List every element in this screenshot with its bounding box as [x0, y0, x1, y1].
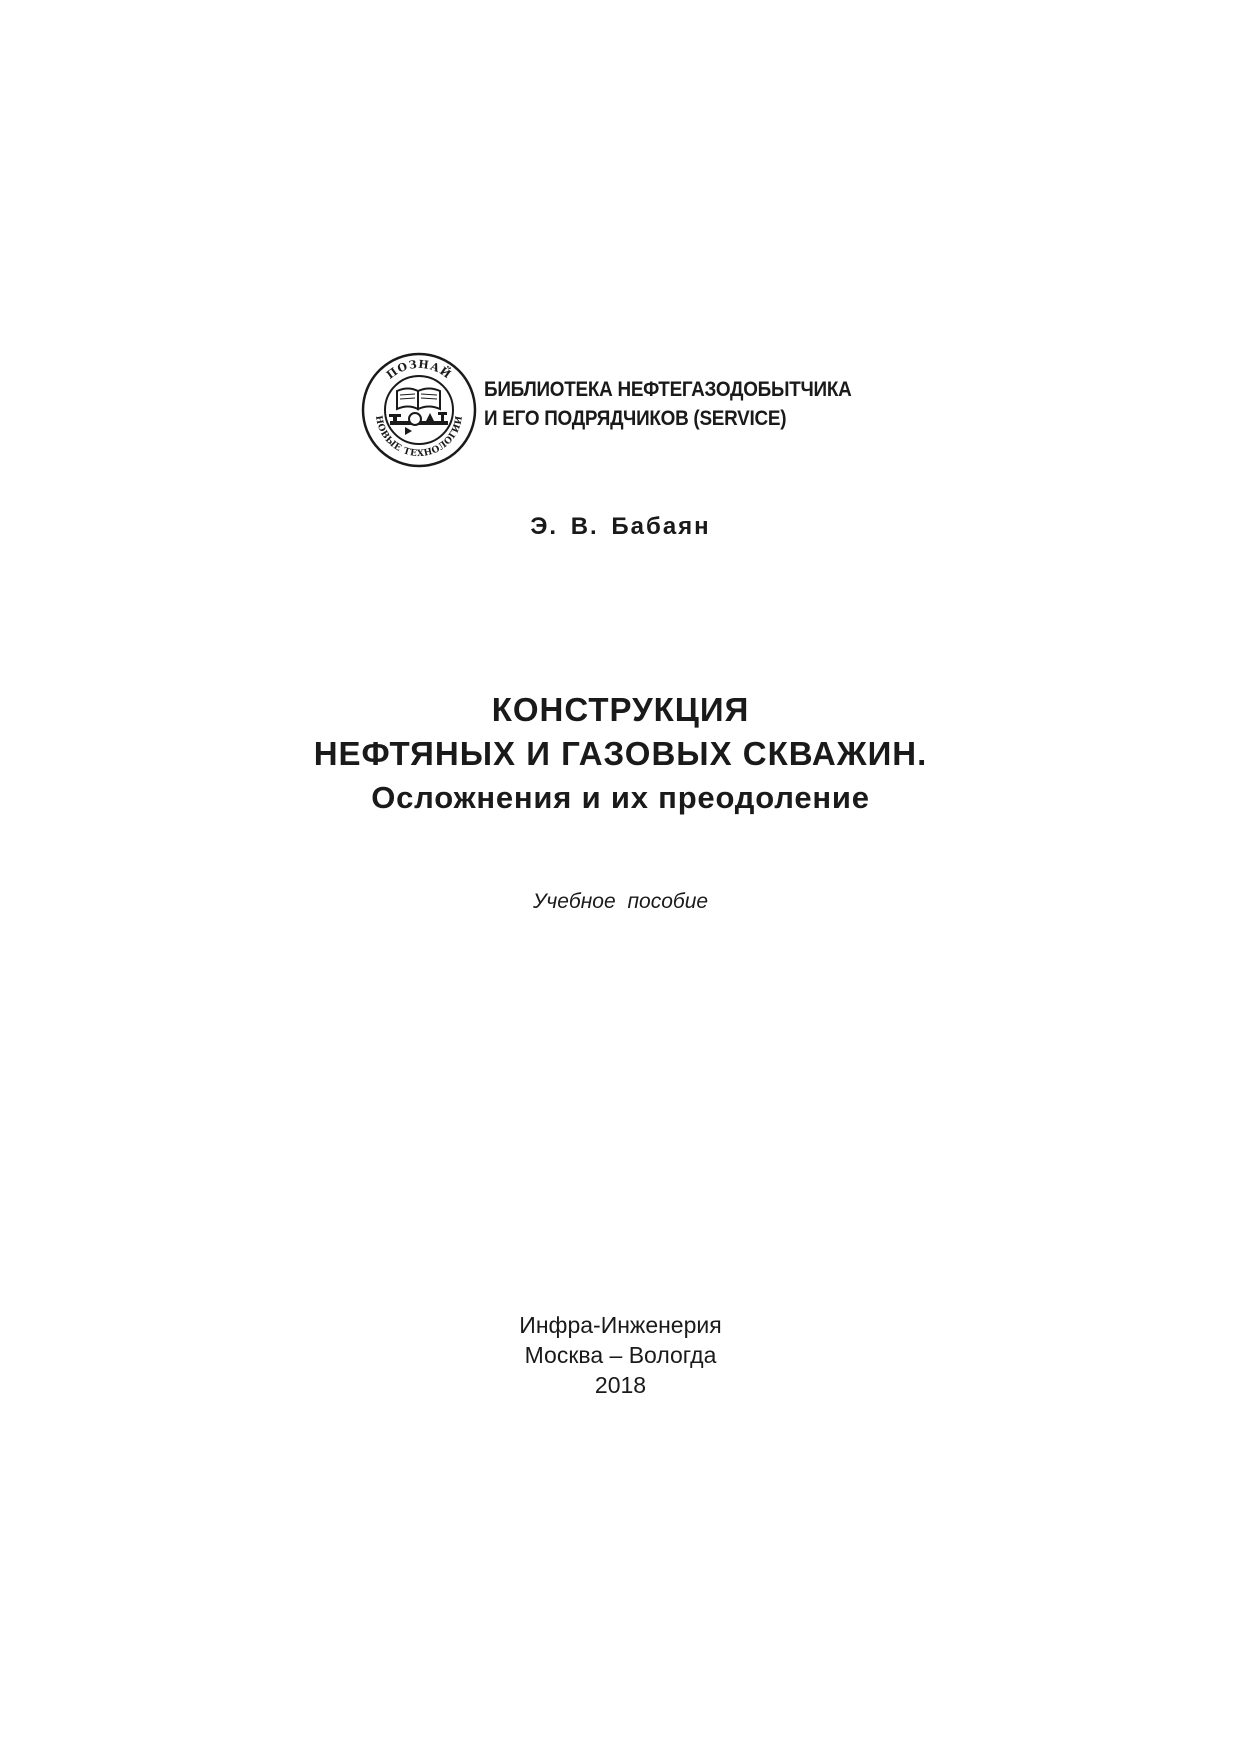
svg-text:ПОЗНАЙ: ПОЗНАЙ: [384, 357, 454, 382]
svg-text:НОВЫЕ ТЕХНОЛОГИИ: НОВЫЕ ТЕХНОЛОГИИ: [372, 414, 466, 460]
title-line-2: НЕФТЯНЫХ И ГАЗОВЫХ СКВАЖИН.: [313, 735, 928, 772]
imprint: [0, 1310, 1241, 1400]
publication-cities: Москва – Вологда: [524, 1342, 717, 1368]
book-title: [0, 688, 1241, 820]
series-title-line-2: И ЕГО ПОДРЯДЧИКОВ (SERVICE): [484, 407, 787, 430]
subtitle: Осложнения и их преодоление: [371, 780, 870, 815]
publication-year: 2018: [594, 1372, 647, 1398]
publication-type: Учебное пособие: [532, 890, 709, 913]
publisher-seal-logo: [360, 351, 478, 469]
series-title: [484, 375, 851, 433]
publisher-name: Инфра-Инженерия: [519, 1312, 722, 1338]
pipeline-icon: [389, 412, 448, 435]
title-line-1: КОНСТРУКЦИЯ: [491, 691, 750, 728]
author-name: Э. В. Бабаян: [530, 513, 711, 540]
series-header: [360, 351, 920, 469]
series-title-line-1: БИБЛИОТЕКА НЕФТЕГАЗОДОБЫТЧИКА: [484, 378, 852, 401]
book-icon: [397, 389, 440, 410]
